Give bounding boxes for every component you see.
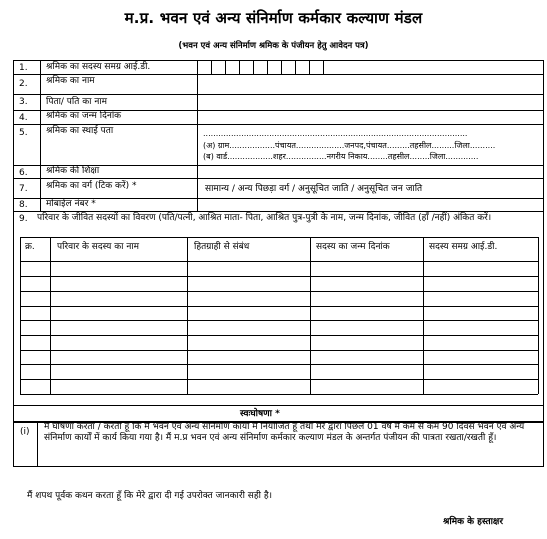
family-table-column-divider (50, 237, 51, 394)
row-number: 7. (19, 184, 28, 194)
family-table-header-divider (20, 261, 538, 262)
family-table-column-divider (20, 237, 21, 394)
family-table-row (20, 379, 538, 380)
family-table-row (20, 276, 538, 277)
family-table-column-divider (187, 237, 188, 394)
oath-statement: मैं शपथ पूर्वक कथन करता हूँ कि मेरे द्वारा दी गई उपरोक्त जानकारी सही है। (27, 491, 273, 501)
row-label-permanent-address: श्रमिक का स्थाई पता (46, 126, 114, 136)
mobile-number-field[interactable] (198, 199, 543, 211)
declaration-left-border (13, 405, 14, 466)
row-label-mobile: मोबाईल नंबर * (46, 199, 96, 209)
declaration-bottom-border (13, 466, 544, 467)
family-header-relation: हितग्राही से संबंध (194, 242, 250, 252)
samagra-id-field[interactable] (198, 61, 543, 74)
page-subtitle: (भवन एवं अन्य संनिर्माण श्रमिक के पंजीयन हेतु आवेदन पत्र) (178, 41, 369, 51)
row-number: 2. (19, 79, 28, 89)
row-number: 6. (19, 168, 28, 178)
row-label-category: श्रमिक का वर्ग (टिक करें) * (46, 181, 137, 191)
declaration-text: मैं घोषणा करता / करती हूँ कि मैं भवन एवं अन्य संनिर्माण कार्यों में नियोजित हूँ तथा मेरे द्वारा पिछले 01 वर्ष में कम से कम 90 दिवस भवन एवं अन्य संनिर्माण कार्यों में कार्य किया गया है। मैं म.प्र भवन एवं अन्य संनिर्माण कर्मकार कल्याण मंडल के अन्तर्गत पंजीयन की पात्रता रखता/रखती हूँ। (44, 422, 525, 443)
family-table-border (20, 394, 538, 395)
row-label-education: श्रमिक की शिक्षा (46, 166, 100, 176)
declaration-right-border (543, 405, 544, 466)
worker-name-field[interactable] (198, 75, 543, 94)
family-header-member-birth-date: सदस्य का जन्म दिनांक (316, 242, 390, 252)
row-label-family-details: परिवार के जीवित सदस्यों का विवरण (पति/पत्नी, आश्रित माता- पिता, आश्रित पुत्र-पुत्री के नाम, जन्म दिनांक, जीवित (हॉं /नहीं) अंकित करें। (37, 213, 492, 223)
address-dotted-line: ........................................................................................................ (203, 129, 468, 138)
father-husband-name-field[interactable] (198, 95, 543, 110)
family-table-column-divider (538, 237, 539, 394)
row-divider (13, 178, 544, 179)
row-divider (13, 124, 544, 125)
family-header-member-name: परिवार के सदस्य का नाम (57, 242, 140, 252)
row-label-worker-name: श्रमिक का नाम (46, 76, 95, 86)
address-line-rural: (अ) ग्राम..................पंचायत...................जनपद,पंचायत.........तहसील.........जिला.......... (203, 141, 496, 150)
family-table-row (20, 306, 538, 307)
education-field[interactable] (198, 166, 543, 178)
declaration-heading: स्वःघोषणा * (240, 409, 280, 419)
family-table-border (20, 237, 538, 238)
family-table-row (20, 364, 538, 365)
row-number: 9. (19, 214, 28, 224)
family-table-row (20, 320, 538, 321)
row-number: 8. (19, 200, 28, 210)
row-label-samagra-id: श्रमिक का सदस्य समग्र आई.डी. (46, 62, 151, 72)
family-header-serial: क्र. (25, 242, 35, 252)
signature-label: श्रमिक के हस्ताक्षर (443, 517, 504, 527)
category-options[interactable]: सामान्य / अन्य पिछड़ा वर्ग / अनुसूचित जाति / अनुसूचित जन जाति (205, 184, 423, 194)
address-line-urban: (ब) वार्ड..................शहर................नगरीय निकाय........तहसील........जिला............. (203, 152, 479, 161)
family-table-row (20, 335, 538, 336)
family-table-row (20, 291, 538, 292)
row-divider (13, 211, 544, 212)
birth-date-field[interactable] (198, 111, 543, 124)
page-title: म.प्र. भवन एवं अन्य संनिर्माण कर्मकार कल्याण मंडल (124, 9, 423, 27)
declaration-number: (i) (20, 427, 30, 437)
family-header-member-samagra-id: सदस्य समग्र आई.डी. (429, 242, 498, 252)
row-label-birth-date: श्रमिक का जन्म दिनांक (46, 111, 122, 121)
family-table-row (20, 350, 538, 351)
row-number: 5. (19, 128, 28, 138)
row-number: 1. (19, 63, 28, 73)
family-table-column-divider (310, 237, 311, 394)
row-number: 3. (19, 97, 28, 107)
declaration-number-divider (37, 422, 38, 466)
family-table-column-divider (423, 237, 424, 394)
number-column-divider (40, 60, 41, 211)
row-label-father-husband-name: पिता/ पति का नाम (46, 97, 108, 107)
row-number: 4. (19, 113, 28, 123)
row-divider (13, 405, 544, 406)
